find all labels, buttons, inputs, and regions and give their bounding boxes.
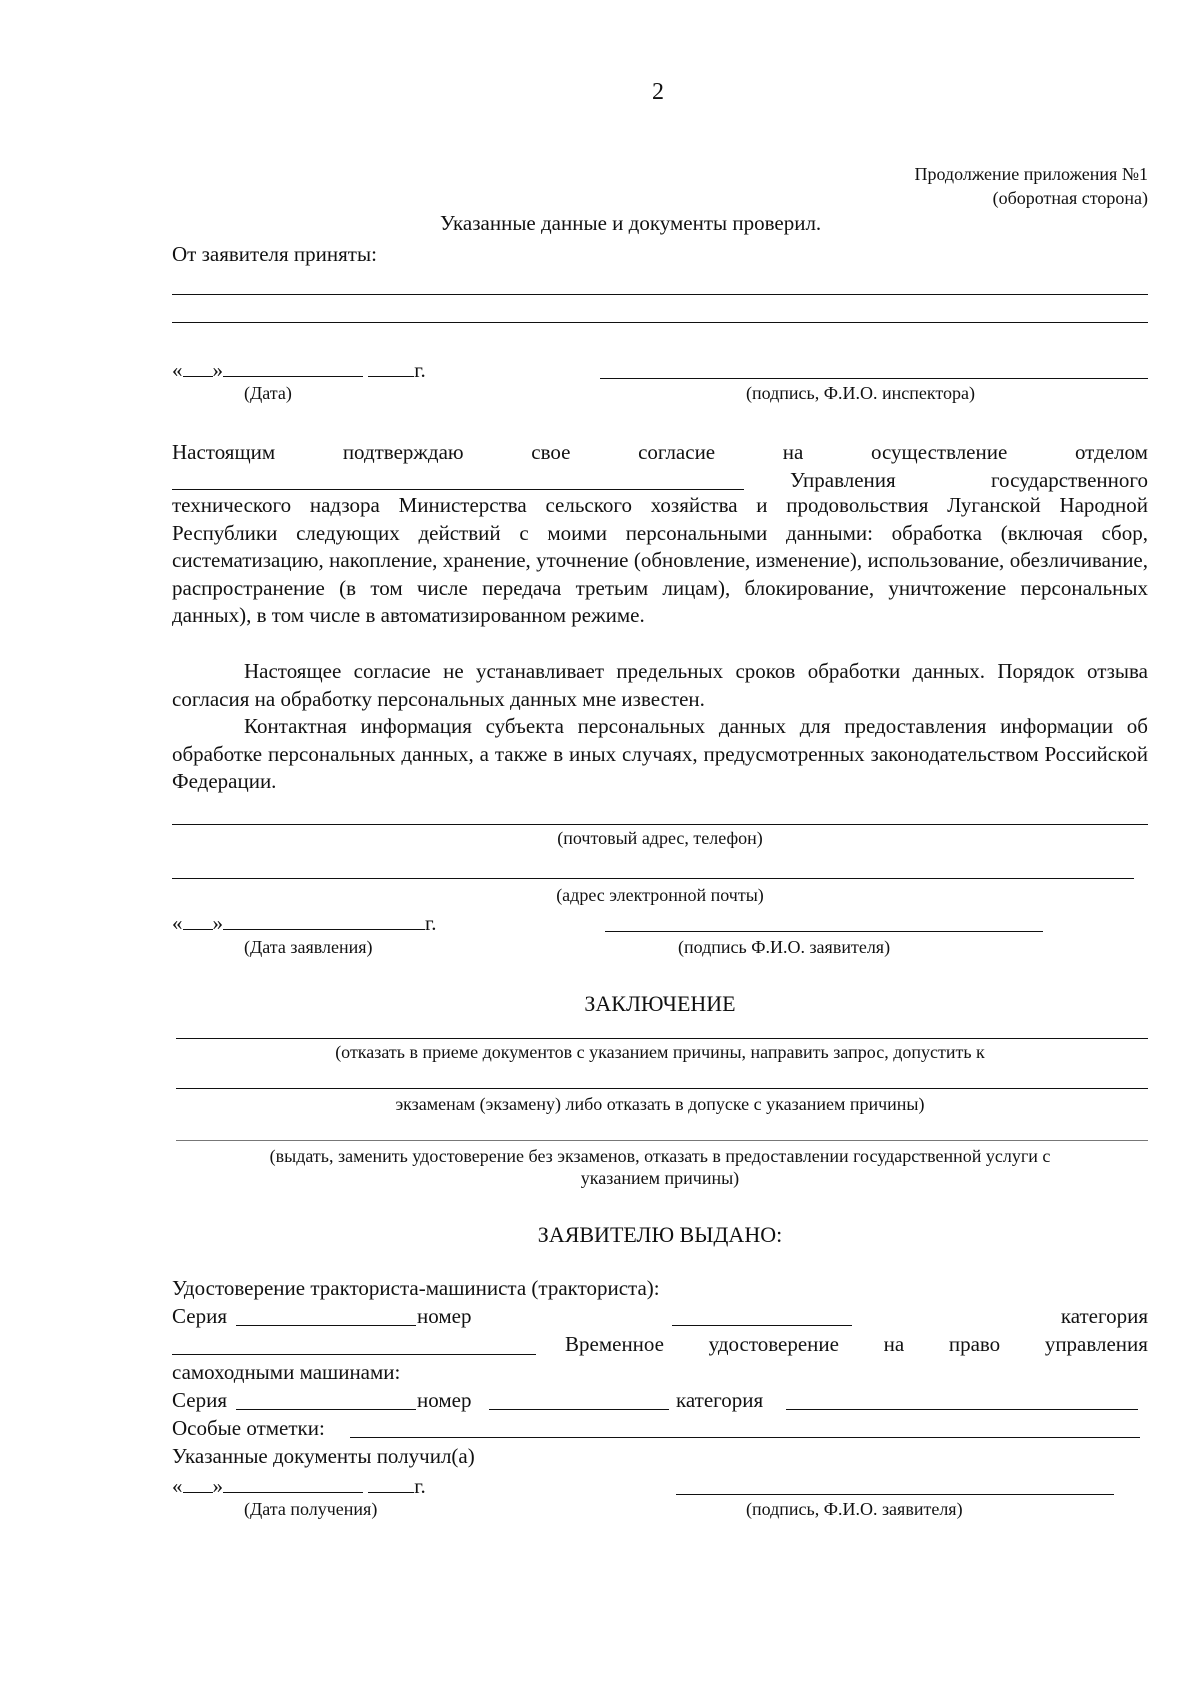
number-blank-2[interactable] (489, 1409, 669, 1410)
date-field-receipt (172, 1474, 426, 1497)
self-propelled-label: самоходными машинами: (172, 1360, 401, 1384)
word: на (883, 1332, 905, 1356)
year-suffix: г. (425, 911, 437, 935)
conclusion-title: ЗАКЛЮЧЕНИЕ (584, 991, 736, 1016)
day-blank[interactable] (183, 358, 213, 377)
month-blank[interactable] (223, 358, 363, 377)
word: Временное (565, 1332, 664, 1356)
conclusion-caption-1: (отказать в приеме документов с указанием причины, направить запрос, допустить к (335, 1042, 985, 1062)
word: осуществление (870, 440, 1008, 464)
word: Управления (790, 468, 896, 492)
quote-close: » (212, 911, 223, 935)
postal-caption: (почтовый адрес, телефон) (557, 828, 763, 848)
temp-license-line (565, 1334, 1148, 1355)
quote-open: « (172, 358, 183, 382)
day-blank[interactable] (183, 911, 213, 930)
word: отделом (1074, 440, 1148, 464)
word: государственного (990, 468, 1148, 492)
application-date-caption: (Дата заявления) (244, 937, 373, 957)
issued-title: ЗАЯВИТЕЛЮ ВЫДАНО: (537, 1222, 783, 1247)
consent-paragraph-3: Контактная информация субъекта персональных данных для предоставления информации об обработке персональных данных, а также в иных случаях, предусмотренных законодательством Российской Федерации. (172, 714, 1148, 794)
year-blank[interactable] (368, 358, 414, 377)
category-blank-2[interactable] (786, 1409, 1138, 1410)
accepted-label: От заявителя приняты: (172, 242, 377, 266)
consent-paragraph-2: Настоящее согласие не устанавливает предельных сроков обработки данных. Порядок отзыва согласия на обработку персональных данных мне известен. (172, 659, 1148, 711)
consent-line-1 (172, 442, 1148, 463)
word: удостоверение (708, 1332, 839, 1356)
word: согласие (638, 440, 716, 464)
word: свое (531, 440, 571, 464)
conclusion-line-1[interactable] (176, 1038, 1148, 1039)
year-blank[interactable] (368, 1474, 414, 1493)
receipt-date-caption: (Дата получения) (244, 1499, 378, 1519)
applicant-signature-caption: (подпись Ф.И.О. заявителя) (678, 937, 891, 957)
special-marks-label: Особые отметки: (172, 1416, 325, 1440)
quote-close: » (212, 358, 223, 382)
tractor-license-label: Удостоверение тракториста-машиниста (тракториста): (172, 1276, 660, 1300)
quote-open: « (172, 911, 183, 935)
series-blank-1[interactable] (236, 1325, 416, 1326)
appendix-note-line2: (оборотная сторона) (992, 188, 1148, 208)
date-field-inspector (172, 358, 426, 381)
receipt-signature-line[interactable] (676, 1494, 1114, 1495)
postal-address-line[interactable] (172, 824, 1148, 825)
accepted-line-1[interactable] (172, 294, 1148, 295)
conclusion-caption-3a: (выдать, заменить удостоверение без экзаменов, отказать в предоставлении государственной услуги с (269, 1146, 1051, 1166)
year-suffix: г. (414, 358, 426, 382)
category-label-1: категория (1060, 1304, 1148, 1328)
conclusion-line-3[interactable] (176, 1140, 1148, 1141)
conclusion-caption-2: экзаменам (экзамену) либо отказать в допуске с указанием причины) (395, 1094, 925, 1114)
department-blank[interactable] (172, 489, 744, 490)
appendix-note-line1: Продолжение приложения №1 (914, 164, 1148, 184)
receipt-signature-caption: (подпись, Ф.И.О. заявителя) (746, 1499, 963, 1519)
number-label-2: номер (417, 1388, 472, 1412)
category-blank-1[interactable] (172, 1354, 536, 1355)
email-line[interactable] (172, 878, 1134, 879)
series-blank-2[interactable] (236, 1409, 416, 1410)
special-marks-line[interactable] (350, 1437, 1140, 1438)
consent-paragraph-1: технического надзора Министерства сельского хозяйства и продовольствия Луганской Народной Республики следующих действий с моими персональными данными: обработка (включая сбор, систематизацию, накопление, хранение, уточнение (обновление, изменение), использование, обезличивание, распространение (в том числе передача третьим лицам), блокирование, уничтожение персональных данных), в том числе в автоматизированном режиме. (172, 493, 1148, 628)
applicant-signature-line[interactable] (605, 931, 1043, 932)
page-number: 2 (652, 79, 664, 105)
number-label-1: номер (417, 1304, 472, 1328)
word: управления (1044, 1332, 1148, 1356)
month-year-blank[interactable] (223, 911, 425, 930)
date-field-application (172, 911, 437, 934)
word: право (948, 1332, 1001, 1356)
email-caption: (адрес электронной почты) (556, 885, 764, 905)
word: подтверждаю (342, 440, 464, 464)
number-blank-1[interactable] (672, 1325, 852, 1326)
quote-close: » (212, 1474, 223, 1498)
received-label: Указанные документы получил(а) (172, 1444, 475, 1468)
series-label-1: Серия (172, 1304, 227, 1328)
category-label-2: категория (676, 1388, 764, 1412)
month-blank[interactable] (223, 1474, 363, 1493)
date-caption: (Дата) (244, 383, 292, 403)
quote-open: « (172, 1474, 183, 1498)
word: на (782, 440, 804, 464)
series-label-2: Серия (172, 1388, 227, 1412)
consent-line-2 (790, 470, 1148, 491)
verified-heading: Указанные данные и документы проверил. (440, 211, 822, 235)
conclusion-caption-3b: указанием причины) (580, 1168, 740, 1188)
word: Настоящим (172, 440, 276, 464)
accepted-line-2[interactable] (172, 322, 1148, 323)
day-blank[interactable] (183, 1474, 213, 1493)
inspector-caption: (подпись, Ф.И.О. инспектора) (746, 383, 975, 403)
conclusion-line-2[interactable] (176, 1088, 1148, 1089)
year-suffix: г. (414, 1474, 426, 1498)
inspector-signature-line[interactable] (600, 378, 1148, 379)
